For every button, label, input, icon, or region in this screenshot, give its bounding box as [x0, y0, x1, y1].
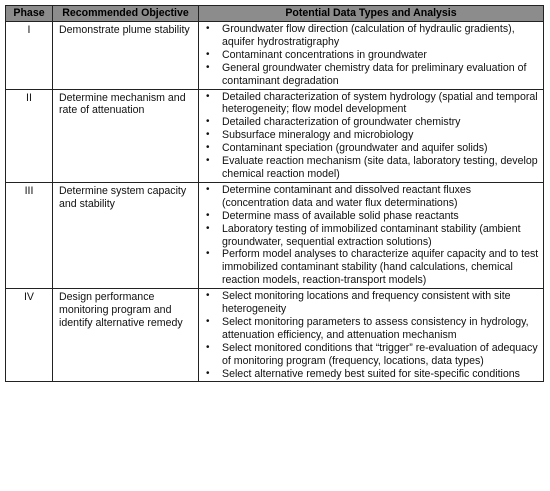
header-analysis: Potential Data Types and Analysis [199, 6, 544, 22]
bullet-icon: • [206, 315, 210, 327]
bullet-icon: • [206, 341, 210, 353]
header-objective: Recommended Objective [53, 6, 199, 22]
list-item: • Determine mass of available solid phase reactants [206, 209, 459, 222]
list-item: • Contaminant speciation (groundwater and aquifer solids) [206, 142, 488, 155]
list-item: • Laboratory testing of immobilized contaminant stability (ambient groundwater, sequential extraction solutions) [206, 222, 521, 248]
bullet-icon: • [206, 248, 210, 260]
table-row [6, 182, 544, 288]
analysis-list [199, 23, 539, 88]
list-item: • Select monitored conditions that “trigger” re-evaluation of adequacy of monitoring program (frequency, locations, data types) [206, 341, 538, 367]
list-item: • Evaluate reaction mechanism (site data, laboratory testing, develop chemical reaction model) [206, 155, 538, 180]
list-item: • General groundwater chemistry data for preliminary evaluation of contaminant degradation [206, 61, 527, 87]
analysis-list [199, 91, 539, 181]
list-item: • Select monitoring parameters to assess consistency in hydrology, attenuation efficiency, and attenuation mechanism [206, 315, 529, 341]
table-row [6, 289, 544, 382]
analysis-list [199, 184, 539, 287]
objective-cell: Determine system capacity and stability [53, 182, 199, 288]
table-row [6, 89, 544, 182]
table-row [6, 22, 544, 90]
analysis-cell [199, 22, 544, 90]
phase-objectives-table [5, 5, 544, 382]
bullet-icon: • [206, 142, 210, 154]
analysis-cell [199, 182, 544, 288]
list-item: • Select monitoring locations and frequency consistent with site heterogeneity [206, 290, 511, 316]
bullet-icon: • [206, 209, 210, 221]
bullet-icon: • [206, 23, 210, 34]
table-container [5, 5, 543, 382]
objective-cell: Determine mechanism and rate of attenuation [53, 89, 199, 182]
header-row [6, 6, 544, 22]
bullet-icon: • [206, 48, 210, 60]
analysis-list [199, 290, 539, 380]
bullet-icon: • [206, 129, 210, 141]
list-item: • Select alternative remedy best suited for site-specific conditions [206, 367, 520, 380]
list-item: • Groundwater flow direction (calculation of hydraulic gradients), aquifer hydrostratigraphy [206, 23, 515, 48]
list-item: • Detailed characterization of groundwater chemistry [206, 116, 461, 129]
phase-cell: IV [6, 289, 53, 382]
list-item: • Determine contaminant and dissolved reactant fluxes (concentration data and water flux determinations) [206, 183, 472, 209]
analysis-cell [199, 289, 544, 382]
list-item: • Subsurface mineralogy and microbiology [206, 129, 414, 142]
list-item: • Detailed characterization of system hydrology (spatial and temporal heterogeneity; flow model development [206, 90, 538, 116]
list-item: • Contaminant concentrations in groundwater [206, 48, 427, 61]
analysis-cell [199, 89, 544, 182]
bullet-icon: • [206, 290, 210, 302]
bullet-icon: • [206, 183, 210, 195]
phase-cell: II [6, 89, 53, 182]
bullet-icon: • [206, 116, 210, 128]
phase-cell: III [6, 182, 53, 288]
header-phase: Phase [6, 6, 53, 22]
objective-cell: Demonstrate plume stability [53, 22, 199, 90]
bullet-icon: • [206, 90, 210, 102]
bullet-icon: • [206, 367, 210, 379]
bullet-icon: • [206, 61, 210, 73]
objective-cell: Design performance monitoring program and identify alternative remedy [53, 289, 199, 382]
list-item: • Perform model analyses to characterize aquifer capacity and to test immobilized contaminant stability (hand calculations, chemical reaction models, reaction-transport models) [206, 248, 539, 287]
bullet-icon: • [206, 155, 210, 167]
phase-cell: I [6, 22, 53, 90]
bullet-icon: • [206, 222, 210, 234]
